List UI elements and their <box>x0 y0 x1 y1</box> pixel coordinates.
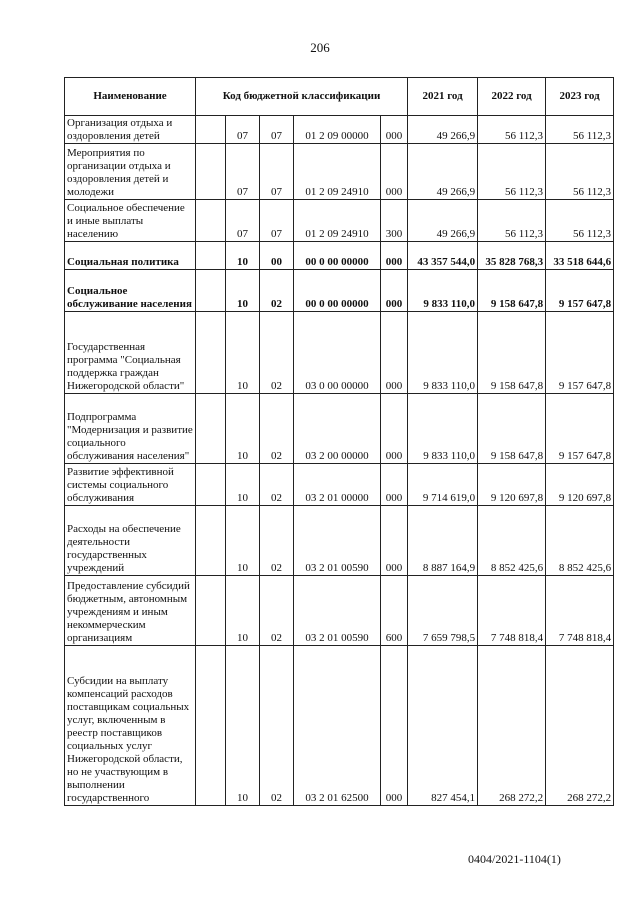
cell-name: Государственная программа "Социальная поддержка граждан Нижегородской области" <box>65 312 196 394</box>
cell-target: 01 2 09 00000 <box>294 116 381 144</box>
cell-v2023: 56 112,3 <box>546 116 614 144</box>
cell-v2022: 9 158 647,8 <box>478 270 546 312</box>
cell-sec: 10 <box>226 312 260 394</box>
cell-v2022: 9 158 647,8 <box>478 312 546 394</box>
cell-target: 03 0 00 00000 <box>294 312 381 394</box>
cell-sec: 10 <box>226 242 260 270</box>
cell-v2022: 9 120 697,8 <box>478 464 546 506</box>
cell-target: 01 2 09 24910 <box>294 200 381 242</box>
cell-v2022: 56 112,3 <box>478 144 546 200</box>
header-2022: 2022 год <box>478 78 546 116</box>
cell-v2021: 9 833 110,0 <box>408 312 478 394</box>
cell-type: 600 <box>381 576 408 646</box>
cell-v2023: 9 157 647,8 <box>546 270 614 312</box>
cell-v2021: 49 266,9 <box>408 116 478 144</box>
cell-type: 000 <box>381 116 408 144</box>
cell-type: 000 <box>381 270 408 312</box>
cell-blank <box>196 464 226 506</box>
cell-sec: 10 <box>226 464 260 506</box>
cell-sec: 07 <box>226 144 260 200</box>
cell-blank <box>196 270 226 312</box>
cell-sub: 02 <box>260 394 294 464</box>
cell-name: Организация отдыха и оздоровления детей <box>65 116 196 144</box>
cell-target: 03 2 01 62500 <box>294 646 381 806</box>
cell-v2021: 49 266,9 <box>408 144 478 200</box>
cell-v2022: 56 112,3 <box>478 116 546 144</box>
cell-v2023: 56 112,3 <box>546 144 614 200</box>
cell-blank <box>196 576 226 646</box>
cell-v2022: 35 828 768,3 <box>478 242 546 270</box>
cell-target: 00 0 00 00000 <box>294 270 381 312</box>
cell-v2022: 9 158 647,8 <box>478 394 546 464</box>
cell-sec: 10 <box>226 646 260 806</box>
cell-v2021: 8 887 164,9 <box>408 506 478 576</box>
table-row <box>65 270 614 312</box>
cell-sub: 02 <box>260 312 294 394</box>
cell-name: Субсидии на выплату компенсаций расходов поставщикам социальных услуг, включенным в реестр поставщиков социальных услуг Нижегородской области, но не участвующим в выполнении государственного <box>65 646 196 806</box>
table-row <box>65 116 614 144</box>
table-row <box>65 394 614 464</box>
header-2023: 2023 год <box>546 78 614 116</box>
table-body <box>65 116 614 806</box>
cell-target: 03 2 01 00590 <box>294 576 381 646</box>
table-row <box>65 144 614 200</box>
header-code: Код бюджетной классификации <box>196 78 408 116</box>
cell-type: 000 <box>381 464 408 506</box>
cell-target: 03 2 01 00590 <box>294 506 381 576</box>
cell-type: 300 <box>381 200 408 242</box>
cell-v2022: 7 748 818,4 <box>478 576 546 646</box>
cell-v2021: 827 454,1 <box>408 646 478 806</box>
cell-blank <box>196 242 226 270</box>
cell-name: Предоставление субсидий бюджетным, автономным учреждениям и иным некоммерческим организациям <box>65 576 196 646</box>
cell-v2023: 7 748 818,4 <box>546 576 614 646</box>
cell-v2021: 43 357 544,0 <box>408 242 478 270</box>
table-row <box>65 312 614 394</box>
cell-blank <box>196 144 226 200</box>
cell-sec: 10 <box>226 270 260 312</box>
cell-v2021: 49 266,9 <box>408 200 478 242</box>
cell-sub: 07 <box>260 200 294 242</box>
cell-blank <box>196 394 226 464</box>
document-number: 0404/2021-1104(1) <box>468 852 561 866</box>
table-row <box>65 464 614 506</box>
cell-name: Социальное обеспечение и иные выплаты населению <box>65 200 196 242</box>
cell-name: Мероприятия по организации отдыха и оздоровления детей и молодежи <box>65 144 196 200</box>
header-name: Наименование <box>65 78 196 116</box>
cell-v2023: 56 112,3 <box>546 200 614 242</box>
cell-type: 000 <box>381 144 408 200</box>
cell-sub: 02 <box>260 270 294 312</box>
cell-blank <box>196 312 226 394</box>
cell-sec: 07 <box>226 200 260 242</box>
cell-sec: 10 <box>226 394 260 464</box>
cell-target: 01 2 09 24910 <box>294 144 381 200</box>
cell-name: Социальная политика <box>65 242 196 270</box>
cell-v2022: 56 112,3 <box>478 200 546 242</box>
cell-sub: 02 <box>260 576 294 646</box>
cell-sec: 10 <box>226 576 260 646</box>
cell-name: Развитие эффективной системы социального обслуживания <box>65 464 196 506</box>
cell-sec: 07 <box>226 116 260 144</box>
cell-blank <box>196 506 226 576</box>
cell-type: 000 <box>381 312 408 394</box>
cell-sub: 07 <box>260 144 294 200</box>
cell-type: 000 <box>381 242 408 270</box>
cell-v2023: 33 518 644,6 <box>546 242 614 270</box>
cell-blank <box>196 646 226 806</box>
cell-sub: 02 <box>260 506 294 576</box>
cell-v2021: 9 833 110,0 <box>408 394 478 464</box>
header-2021: 2021 год <box>408 78 478 116</box>
cell-v2023: 9 157 647,8 <box>546 394 614 464</box>
cell-blank <box>196 116 226 144</box>
cell-v2021: 9 714 619,0 <box>408 464 478 506</box>
cell-sub: 07 <box>260 116 294 144</box>
cell-name: Расходы на обеспечение деятельности государственных учреждений <box>65 506 196 576</box>
cell-name: Подпрограмма "Модернизация и развитие социального обслуживания населения" <box>65 394 196 464</box>
cell-sub: 02 <box>260 646 294 806</box>
cell-type: 000 <box>381 646 408 806</box>
cell-v2023: 8 852 425,6 <box>546 506 614 576</box>
table-row <box>65 576 614 646</box>
table-row <box>65 200 614 242</box>
cell-v2023: 9 157 647,8 <box>546 312 614 394</box>
cell-v2022: 268 272,2 <box>478 646 546 806</box>
cell-target: 03 2 01 00000 <box>294 464 381 506</box>
cell-target: 00 0 00 00000 <box>294 242 381 270</box>
page-number: 206 <box>310 40 330 55</box>
table-row <box>65 646 614 806</box>
table-row <box>65 242 614 270</box>
cell-sub: 02 <box>260 464 294 506</box>
table-row <box>65 506 614 576</box>
cell-blank <box>196 200 226 242</box>
cell-type: 000 <box>381 506 408 576</box>
cell-name: Социальное обслуживание населения <box>65 270 196 312</box>
cell-sec: 10 <box>226 506 260 576</box>
budget-table <box>64 77 614 806</box>
cell-v2023: 9 120 697,8 <box>546 464 614 506</box>
cell-target: 03 2 00 00000 <box>294 394 381 464</box>
cell-v2023: 268 272,2 <box>546 646 614 806</box>
table-header-row <box>65 78 614 116</box>
cell-v2022: 8 852 425,6 <box>478 506 546 576</box>
cell-v2021: 9 833 110,0 <box>408 270 478 312</box>
cell-type: 000 <box>381 394 408 464</box>
cell-sub: 00 <box>260 242 294 270</box>
cell-v2021: 7 659 798,5 <box>408 576 478 646</box>
